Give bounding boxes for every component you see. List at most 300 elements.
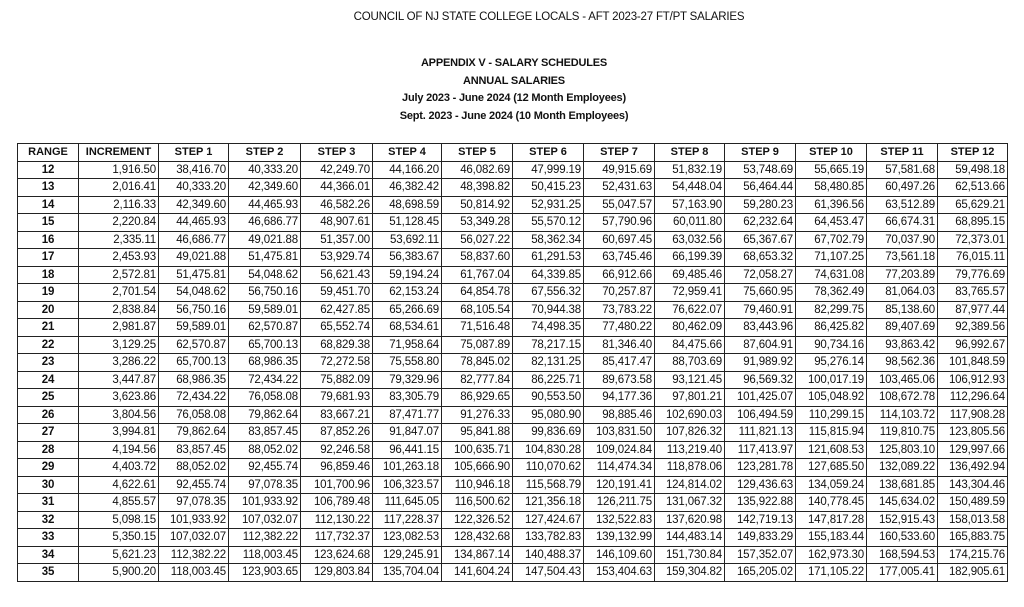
step-9-cell: 87,604.91 [725, 336, 796, 354]
step-10-cell: 55,665.19 [796, 161, 867, 179]
step-5-cell: 56,027.22 [442, 231, 513, 249]
step-9-cell: 96,569.32 [725, 371, 796, 389]
increment-cell: 4,622.61 [79, 476, 159, 494]
step-1-cell: 101,933.92 [159, 511, 229, 529]
step-8-cell: 97,801.21 [655, 389, 725, 407]
step-11-cell: 160,533.60 [867, 529, 938, 547]
table-row [18, 406, 1008, 424]
column-header-step-11: STEP 11 [867, 144, 938, 162]
step-9-cell: 101,425.07 [725, 389, 796, 407]
step-11-cell: 98,562.36 [867, 354, 938, 372]
range-cell: 33 [18, 529, 79, 547]
table-body [18, 161, 1008, 581]
step-9-cell: 75,660.95 [725, 284, 796, 302]
increment-cell: 4,855.57 [79, 494, 159, 512]
column-header-step-3: STEP 3 [301, 144, 373, 162]
step-9-cell: 149,833.29 [725, 529, 796, 547]
step-8-cell: 93,121.45 [655, 371, 725, 389]
step-6-cell: 133,782.83 [513, 529, 584, 547]
step-9-cell: 123,281.78 [725, 459, 796, 477]
step-2-cell: 42,349.60 [229, 179, 301, 197]
table-row [18, 179, 1008, 197]
step-3-cell: 79,681.93 [301, 389, 373, 407]
step-2-cell: 72,434.22 [229, 371, 301, 389]
increment-cell: 3,804.56 [79, 406, 159, 424]
step-3-cell: 106,789.48 [301, 494, 373, 512]
step-7-cell: 73,783.22 [584, 301, 655, 319]
step-1-cell: 49,021.88 [159, 249, 229, 267]
step-5-cell: 116,500.62 [442, 494, 513, 512]
step-3-cell: 101,700.96 [301, 476, 373, 494]
step-8-cell: 57,163.90 [655, 196, 725, 214]
step-3-cell: 56,621.43 [301, 266, 373, 284]
step-2-cell: 59,589.01 [229, 301, 301, 319]
step-9-cell: 111,821.13 [725, 424, 796, 442]
step-7-cell: 89,673.58 [584, 371, 655, 389]
step-10-cell: 134,059.24 [796, 476, 867, 494]
step-10-cell: 110,299.15 [796, 406, 867, 424]
step-3-cell: 96,859.46 [301, 459, 373, 477]
step-12-cell: 106,912.93 [938, 371, 1008, 389]
increment-cell: 1,916.50 [79, 161, 159, 179]
step-1-cell: 51,475.81 [159, 266, 229, 284]
step-5-cell: 75,087.89 [442, 336, 513, 354]
step-5-cell: 95,841.88 [442, 424, 513, 442]
step-6-cell: 67,556.32 [513, 284, 584, 302]
step-3-cell: 75,882.09 [301, 371, 373, 389]
table-row [18, 249, 1008, 267]
table-row [18, 336, 1008, 354]
step-4-cell: 123,082.53 [373, 529, 442, 547]
step-10-cell: 147,817.28 [796, 511, 867, 529]
step-8-cell: 131,067.32 [655, 494, 725, 512]
step-10-cell: 140,778.45 [796, 494, 867, 512]
step-9-cell: 135,922.88 [725, 494, 796, 512]
range-cell: 26 [18, 406, 79, 424]
step-4-cell: 129,245.91 [373, 546, 442, 564]
step-4-cell: 71,958.64 [373, 336, 442, 354]
step-7-cell: 139,132.99 [584, 529, 655, 547]
step-8-cell: 76,622.07 [655, 301, 725, 319]
step-3-cell: 51,357.00 [301, 231, 373, 249]
column-header-step-4: STEP 4 [373, 144, 442, 162]
increment-cell: 5,621.23 [79, 546, 159, 564]
step-9-cell: 72,058.27 [725, 266, 796, 284]
table-row [18, 231, 1008, 249]
step-8-cell: 151,730.84 [655, 546, 725, 564]
step-12-cell: 59,498.18 [938, 161, 1008, 179]
step-6-cell: 95,080.90 [513, 406, 584, 424]
step-4-cell: 62,153.24 [373, 284, 442, 302]
step-6-cell: 110,070.62 [513, 459, 584, 477]
step-5-cell: 100,635.71 [442, 441, 513, 459]
column-header-increment: INCREMENT [79, 144, 159, 162]
step-2-cell: 79,862.64 [229, 406, 301, 424]
step-3-cell: 68,829.38 [301, 336, 373, 354]
increment-cell: 3,623.86 [79, 389, 159, 407]
step-11-cell: 168,594.53 [867, 546, 938, 564]
range-cell: 29 [18, 459, 79, 477]
step-3-cell: 112,130.22 [301, 511, 373, 529]
step-11-cell: 81,064.03 [867, 284, 938, 302]
step-8-cell: 66,199.39 [655, 249, 725, 267]
range-cell: 18 [18, 266, 79, 284]
step-8-cell: 137,620.98 [655, 511, 725, 529]
step-2-cell: 83,857.45 [229, 424, 301, 442]
table-row [18, 424, 1008, 442]
step-7-cell: 77,480.22 [584, 319, 655, 337]
step-12-cell: 182,905.61 [938, 564, 1008, 582]
step-11-cell: 70,037.90 [867, 231, 938, 249]
step-12-cell: 92,389.56 [938, 319, 1008, 337]
table-header-row [18, 144, 1008, 162]
step-12-cell: 96,992.67 [938, 336, 1008, 354]
step-4-cell: 111,645.05 [373, 494, 442, 512]
increment-cell: 2,453.93 [79, 249, 159, 267]
increment-cell: 5,350.15 [79, 529, 159, 547]
step-2-cell: 92,455.74 [229, 459, 301, 477]
column-header-step-6: STEP 6 [513, 144, 584, 162]
step-6-cell: 127,424.67 [513, 511, 584, 529]
step-6-cell: 58,362.34 [513, 231, 584, 249]
step-2-cell: 68,986.35 [229, 354, 301, 372]
step-3-cell: 83,667.21 [301, 406, 373, 424]
step-12-cell: 65,629.21 [938, 196, 1008, 214]
table-row [18, 546, 1008, 564]
step-7-cell: 120,191.41 [584, 476, 655, 494]
step-7-cell: 98,885.46 [584, 406, 655, 424]
step-10-cell: 162,973.30 [796, 546, 867, 564]
range-cell: 21 [18, 319, 79, 337]
step-12-cell: 158,013.58 [938, 511, 1008, 529]
step-8-cell: 107,826.32 [655, 424, 725, 442]
step-5-cell: 78,845.02 [442, 354, 513, 372]
step-3-cell: 117,732.37 [301, 529, 373, 547]
step-4-cell: 117,228.37 [373, 511, 442, 529]
step-11-cell: 93,863.42 [867, 336, 938, 354]
step-1-cell: 62,570.87 [159, 336, 229, 354]
step-1-cell: 92,455.74 [159, 476, 229, 494]
increment-cell: 3,129.25 [79, 336, 159, 354]
step-2-cell: 101,933.92 [229, 494, 301, 512]
step-6-cell: 90,553.50 [513, 389, 584, 407]
step-6-cell: 50,415.23 [513, 179, 584, 197]
step-9-cell: 91,989.92 [725, 354, 796, 372]
step-11-cell: 85,138.60 [867, 301, 938, 319]
step-3-cell: 62,427.85 [301, 301, 373, 319]
step-2-cell: 88,052.02 [229, 441, 301, 459]
step-1-cell: 42,349.60 [159, 196, 229, 214]
step-1-cell: 59,589.01 [159, 319, 229, 337]
step-4-cell: 59,194.24 [373, 266, 442, 284]
step-5-cell: 64,854.78 [442, 284, 513, 302]
increment-cell: 2,220.84 [79, 214, 159, 232]
step-5-cell: 86,929.65 [442, 389, 513, 407]
step-4-cell: 65,266.69 [373, 301, 442, 319]
increment-cell: 2,016.41 [79, 179, 159, 197]
appendix-heading [0, 55, 1024, 125]
table-row [18, 371, 1008, 389]
step-4-cell: 44,166.20 [373, 161, 442, 179]
step-6-cell: 74,498.35 [513, 319, 584, 337]
column-header-step-5: STEP 5 [442, 144, 513, 162]
step-2-cell: 62,570.87 [229, 319, 301, 337]
step-12-cell: 72,373.01 [938, 231, 1008, 249]
step-5-cell: 122,326.52 [442, 511, 513, 529]
step-10-cell: 121,608.53 [796, 441, 867, 459]
step-3-cell: 59,451.70 [301, 284, 373, 302]
step-8-cell: 69,485.46 [655, 266, 725, 284]
step-5-cell: 105,666.90 [442, 459, 513, 477]
step-9-cell: 117,413.97 [725, 441, 796, 459]
step-5-cell: 46,082.69 [442, 161, 513, 179]
step-4-cell: 91,847.07 [373, 424, 442, 442]
step-5-cell: 53,349.28 [442, 214, 513, 232]
step-2-cell: 46,686.77 [229, 214, 301, 232]
step-9-cell: 79,460.91 [725, 301, 796, 319]
step-10-cell: 82,299.75 [796, 301, 867, 319]
step-5-cell: 58,837.60 [442, 249, 513, 267]
step-1-cell: 72,434.22 [159, 389, 229, 407]
step-1-cell: 112,382.22 [159, 546, 229, 564]
increment-cell: 3,994.81 [79, 424, 159, 442]
step-6-cell: 52,931.25 [513, 196, 584, 214]
step-6-cell: 70,944.38 [513, 301, 584, 319]
step-3-cell: 129,803.84 [301, 564, 373, 582]
step-6-cell: 86,225.71 [513, 371, 584, 389]
step-2-cell: 40,333.20 [229, 161, 301, 179]
step-12-cell: 150,489.59 [938, 494, 1008, 512]
increment-cell: 3,286.22 [79, 354, 159, 372]
step-10-cell: 78,362.49 [796, 284, 867, 302]
step-9-cell: 129,436.63 [725, 476, 796, 494]
step-10-cell: 67,702.79 [796, 231, 867, 249]
step-7-cell: 63,745.46 [584, 249, 655, 267]
table-row [18, 196, 1008, 214]
step-8-cell: 144,483.14 [655, 529, 725, 547]
step-11-cell: 63,512.89 [867, 196, 938, 214]
step-9-cell: 165,205.02 [725, 564, 796, 582]
table-row [18, 441, 1008, 459]
step-12-cell: 143,304.46 [938, 476, 1008, 494]
step-7-cell: 94,177.36 [584, 389, 655, 407]
column-header-step-1: STEP 1 [159, 144, 229, 162]
step-7-cell: 114,474.34 [584, 459, 655, 477]
step-2-cell: 123,903.65 [229, 564, 301, 582]
step-5-cell: 71,516.48 [442, 319, 513, 337]
column-header-step-10: STEP 10 [796, 144, 867, 162]
step-6-cell: 64,339.85 [513, 266, 584, 284]
step-5-cell: 48,398.82 [442, 179, 513, 197]
step-11-cell: 132,089.22 [867, 459, 938, 477]
range-cell: 12 [18, 161, 79, 179]
table-row [18, 161, 1008, 179]
step-4-cell: 68,534.61 [373, 319, 442, 337]
step-5-cell: 82,777.84 [442, 371, 513, 389]
step-5-cell: 134,867.14 [442, 546, 513, 564]
increment-cell: 3,447.87 [79, 371, 159, 389]
step-9-cell: 56,464.44 [725, 179, 796, 197]
step-8-cell: 63,032.56 [655, 231, 725, 249]
step-2-cell: 56,750.16 [229, 284, 301, 302]
range-cell: 31 [18, 494, 79, 512]
table-row [18, 459, 1008, 477]
step-2-cell: 118,003.45 [229, 546, 301, 564]
step-8-cell: 113,219.40 [655, 441, 725, 459]
step-6-cell: 115,568.79 [513, 476, 584, 494]
document-title: COUNCIL OF NJ STATE COLLEGE LOCALS - AFT 2023-27 FT/PT SALARIES [353, 11, 745, 23]
step-4-cell: 75,558.80 [373, 354, 442, 372]
step-11-cell: 152,915.43 [867, 511, 938, 529]
step-10-cell: 71,107.25 [796, 249, 867, 267]
step-6-cell: 121,356.18 [513, 494, 584, 512]
increment-cell: 2,981.87 [79, 319, 159, 337]
table-row [18, 266, 1008, 284]
step-11-cell: 57,581.68 [867, 161, 938, 179]
step-7-cell: 49,915.69 [584, 161, 655, 179]
step-1-cell: 107,032.07 [159, 529, 229, 547]
step-1-cell: 83,857.45 [159, 441, 229, 459]
step-1-cell: 65,700.13 [159, 354, 229, 372]
range-cell: 20 [18, 301, 79, 319]
step-9-cell: 106,494.59 [725, 406, 796, 424]
step-12-cell: 79,776.69 [938, 266, 1008, 284]
step-9-cell: 83,443.96 [725, 319, 796, 337]
step-10-cell: 105,048.92 [796, 389, 867, 407]
range-cell: 35 [18, 564, 79, 582]
appendix-title: APPENDIX V - SALARY SCHEDULES [420, 57, 608, 69]
step-4-cell: 96,441.15 [373, 441, 442, 459]
step-2-cell: 44,465.93 [229, 196, 301, 214]
step-10-cell: 155,183.44 [796, 529, 867, 547]
step-11-cell: 103,465.06 [867, 371, 938, 389]
step-7-cell: 146,109.60 [584, 546, 655, 564]
step-10-cell: 127,685.50 [796, 459, 867, 477]
step-5-cell: 68,105.54 [442, 301, 513, 319]
step-7-cell: 70,257.87 [584, 284, 655, 302]
step-11-cell: 145,634.02 [867, 494, 938, 512]
range-cell: 24 [18, 371, 79, 389]
step-11-cell: 108,672.78 [867, 389, 938, 407]
step-7-cell: 52,431.63 [584, 179, 655, 197]
step-2-cell: 76,058.08 [229, 389, 301, 407]
range-cell: 28 [18, 441, 79, 459]
range-cell: 13 [18, 179, 79, 197]
step-1-cell: 76,058.08 [159, 406, 229, 424]
step-7-cell: 153,404.63 [584, 564, 655, 582]
step-11-cell: 177,005.41 [867, 564, 938, 582]
step-10-cell: 95,276.14 [796, 354, 867, 372]
step-2-cell: 112,382.22 [229, 529, 301, 547]
step-5-cell: 61,767.04 [442, 266, 513, 284]
step-7-cell: 103,831.50 [584, 424, 655, 442]
step-10-cell: 74,631.08 [796, 266, 867, 284]
table-row [18, 564, 1008, 582]
increment-cell: 2,116.33 [79, 196, 159, 214]
step-6-cell: 99,836.69 [513, 424, 584, 442]
table-row [18, 301, 1008, 319]
table-row [18, 494, 1008, 512]
step-4-cell: 48,698.59 [373, 196, 442, 214]
range-cell: 15 [18, 214, 79, 232]
step-12-cell: 129,997.66 [938, 441, 1008, 459]
step-8-cell: 72,959.41 [655, 284, 725, 302]
step-1-cell: 44,465.93 [159, 214, 229, 232]
step-9-cell: 59,280.23 [725, 196, 796, 214]
increment-cell: 2,335.11 [79, 231, 159, 249]
step-7-cell: 126,211.75 [584, 494, 655, 512]
step-2-cell: 65,700.13 [229, 336, 301, 354]
increment-cell: 2,701.54 [79, 284, 159, 302]
step-1-cell: 79,862.64 [159, 424, 229, 442]
step-5-cell: 128,432.68 [442, 529, 513, 547]
step-4-cell: 79,329.96 [373, 371, 442, 389]
increment-cell: 5,900.20 [79, 564, 159, 582]
increment-cell: 4,403.72 [79, 459, 159, 477]
table-row [18, 476, 1008, 494]
step-8-cell: 80,462.09 [655, 319, 725, 337]
step-10-cell: 115,815.94 [796, 424, 867, 442]
step-7-cell: 132,522.83 [584, 511, 655, 529]
column-header-step-7: STEP 7 [584, 144, 655, 162]
column-header-range: RANGE [18, 144, 79, 162]
step-6-cell: 82,131.25 [513, 354, 584, 372]
table-row [18, 319, 1008, 337]
step-10-cell: 64,453.47 [796, 214, 867, 232]
step-4-cell: 83,305.79 [373, 389, 442, 407]
step-2-cell: 54,048.62 [229, 266, 301, 284]
step-8-cell: 54,448.04 [655, 179, 725, 197]
table-row [18, 511, 1008, 529]
step-7-cell: 57,790.96 [584, 214, 655, 232]
step-1-cell: 56,750.16 [159, 301, 229, 319]
step-2-cell: 107,032.07 [229, 511, 301, 529]
step-1-cell: 118,003.45 [159, 564, 229, 582]
range-cell: 23 [18, 354, 79, 372]
step-12-cell: 174,215.76 [938, 546, 1008, 564]
range-cell: 32 [18, 511, 79, 529]
step-8-cell: 102,690.03 [655, 406, 725, 424]
step-7-cell: 60,697.45 [584, 231, 655, 249]
step-6-cell: 104,830.28 [513, 441, 584, 459]
step-11-cell: 89,407.69 [867, 319, 938, 337]
range-cell: 19 [18, 284, 79, 302]
step-6-cell: 140,488.37 [513, 546, 584, 564]
step-9-cell: 68,653.32 [725, 249, 796, 267]
step-7-cell: 55,047.57 [584, 196, 655, 214]
step-4-cell: 106,323.57 [373, 476, 442, 494]
period-12-month: July 2023 - June 2024 (12 Month Employees) [402, 92, 626, 104]
step-8-cell: 84,475.66 [655, 336, 725, 354]
step-2-cell: 49,021.88 [229, 231, 301, 249]
range-cell: 25 [18, 389, 79, 407]
step-10-cell: 171,105.22 [796, 564, 867, 582]
step-11-cell: 60,497.26 [867, 179, 938, 197]
step-12-cell: 68,895.15 [938, 214, 1008, 232]
step-1-cell: 54,048.62 [159, 284, 229, 302]
step-2-cell: 51,475.81 [229, 249, 301, 267]
step-8-cell: 124,814.02 [655, 476, 725, 494]
step-12-cell: 87,977.44 [938, 301, 1008, 319]
step-4-cell: 135,704.04 [373, 564, 442, 582]
appendix-subtitle: ANNUAL SALARIES [463, 74, 565, 87]
step-6-cell: 78,217.15 [513, 336, 584, 354]
step-3-cell: 46,582.26 [301, 196, 373, 214]
step-10-cell: 58,480.85 [796, 179, 867, 197]
step-7-cell: 109,024.84 [584, 441, 655, 459]
step-10-cell: 61,396.56 [796, 196, 867, 214]
step-3-cell: 123,624.68 [301, 546, 373, 564]
